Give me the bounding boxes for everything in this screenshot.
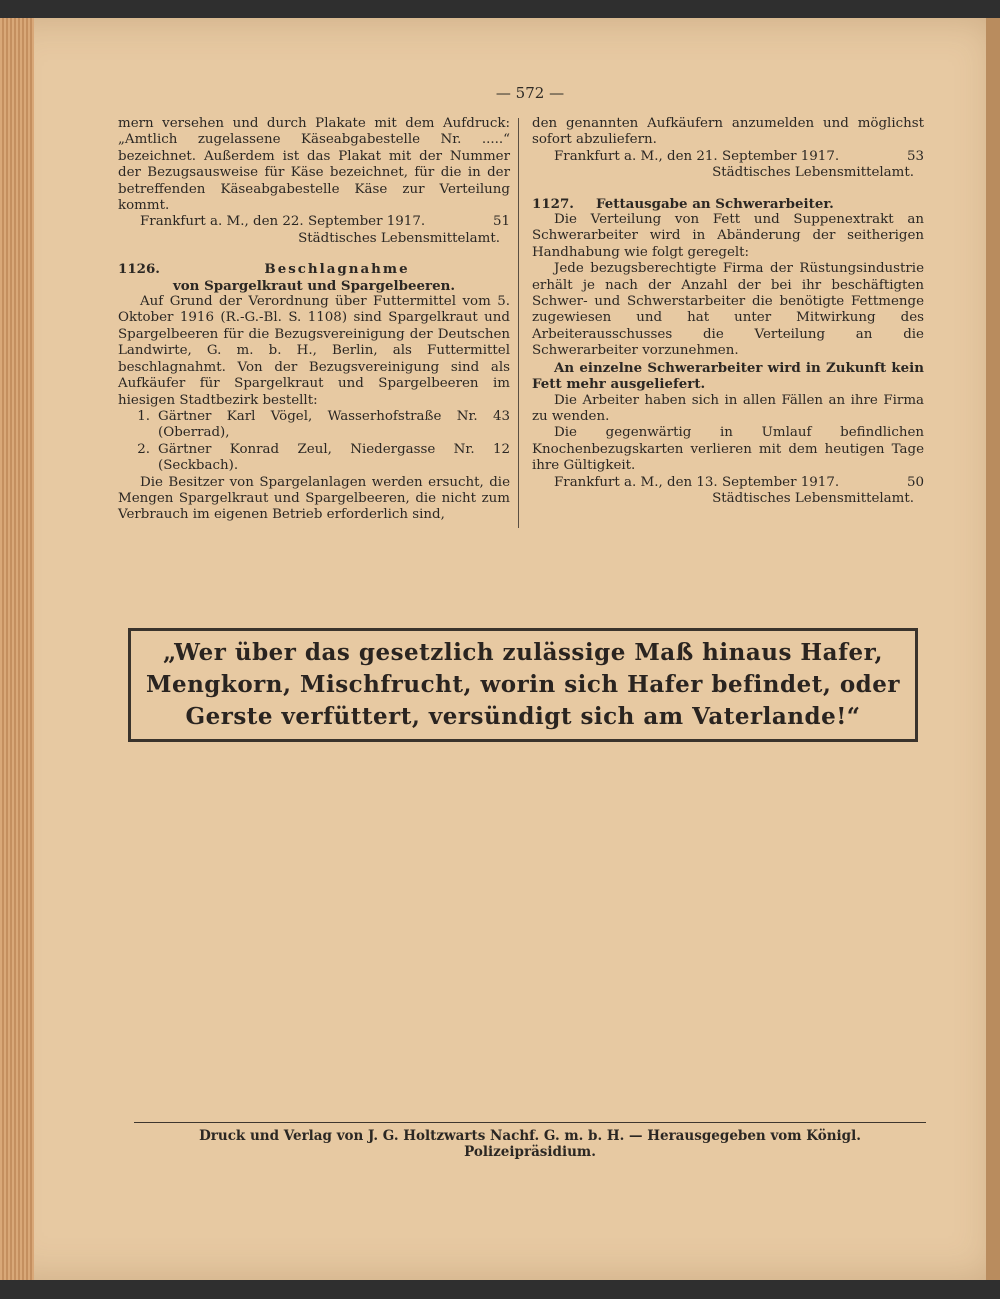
list-item-number: 2. (137, 441, 150, 457)
left-column (118, 116, 510, 524)
entry-1126-paragraph-1: Auf Grund der Verordnung über Futtermittel vom 5. Oktober 1916 (R.-G.-Bl. S. 1108) sind Spargelkraut und Spargelbeeren für die Bezugsvereinigung der Deutschen Landwirte, G. m. b. H., Berlin, als Futtermittel beschlagnahmt. Von der Bezugsvereinigung sind als Aufkäufer für Spargelkraut und Spargelbeeren im hiesigen Stadtbezirk bestellt: (118, 294, 510, 408)
column-divider (518, 118, 519, 528)
right-office: Städtisches Lebensmittelamt. (712, 165, 914, 181)
right-office-2: Städtisches Lebensmittelamt. (712, 490, 914, 506)
left-ref-number: 51 (492, 214, 510, 230)
entry-1127-paragraph-5: Die gegenwärtig in Umlauf befindlichen Knochenbezugskarten verlieren mit dem heutigen Tage ihre Gültigkeit. (532, 425, 924, 474)
entry-1127-header (532, 196, 924, 212)
entry-number: 1127. (532, 195, 574, 212)
list-item-number: 1. (137, 408, 150, 424)
entry-title: Beschlagnahme (264, 261, 410, 278)
left-date: Frankfurt a. M., den 22. September 1917. (140, 214, 426, 230)
slogan-line-2: Mengkorn, Mischfrucht, worin sich Hafer befindet, oder (145, 671, 901, 698)
page-right-edge (986, 18, 1000, 1280)
list-item-text: Gärtner Karl Vögel, Wasserhofstraße Nr. 43 (Oberrad), (158, 408, 510, 441)
right-date: Frankfurt a. M., den 21. September 1917. (554, 148, 840, 164)
slogan-text (146, 637, 900, 733)
list-item (118, 409, 510, 442)
footer-rule (134, 1122, 926, 1123)
entry-1127-paragraph-4: Die Arbeiter haben sich in allen Fällen an ihre Firma zu wenden. (532, 392, 924, 424)
book-page-edges (0, 18, 34, 1280)
right-column (532, 116, 924, 507)
list-item-text: Gärtner Konrad Zeul, Niedergasse Nr. 12 (Seckbach). (158, 441, 510, 474)
entry-1127-paragraph-1: Die Verteilung von Fett und Suppenextrakt an Schwerarbeiter wird in Abänderung der seitherigen Handhabung wie folgt geregelt: (532, 212, 924, 260)
right-ref-number: 53 (906, 148, 924, 164)
entry-1126-paragraph-2: Die Besitzer von Spargelanlagen werden ersucht, die Mengen Spargelkraut und Spargelbeeren, die nicht zum Verbrauch im eigenen Betrieb erforderlich sind, (118, 474, 510, 523)
slogan-line-3: Gerste verfüttert, versündigt sich am Vaterlande!“ (185, 703, 861, 730)
slogan-box (128, 628, 918, 742)
right-date-2: Frankfurt a. M., den 13. September 1917. (554, 474, 840, 490)
entry-title: Fettausgabe an Schwerarbeiter. (596, 195, 834, 212)
footer-imprint: Druck und Verlag von J. G. Holtzwarts Nachf. G. m. b. H. — Herausgegeben vom Königl. Polizeipräsidium. (199, 1128, 861, 1160)
left-signature-row (118, 214, 510, 230)
right-signature-row-2 (532, 475, 924, 491)
left-intro-paragraph: mern versehen und durch Plakate mit dem Aufdruck: „Amtlich zugelassene Käseabgabestelle Nr. .....“ bezeichnet. Außerdem ist das Plakat mit der Nummer der Bezugsausweise für Käse bezeichnet, für die in der betreffenden Käseabgabestelle Käse zur Verteilung kommt. (118, 116, 510, 214)
entry-number: 1126. (118, 261, 160, 278)
entry-1127-paragraph-3: An einzelne Schwerarbeiter wird in Zukunft kein Fett mehr ausgeliefert. (532, 359, 924, 393)
entry-subtitle: von Spargelkraut und Spargelbeeren. (172, 277, 456, 294)
entry-1127-paragraph-2: Jede bezugsberechtigte Firma der Rüstungsindustrie erhält je nach der Anzahl der bei ihr beschäftigten Schwer- und Schwerstarbeiter die benötigte Fettmenge zugewiesen und hat unter Mitwirkung des Arbeiterausschusses die Verteilung an die Schwerarbeiter vorzunehmen. (532, 261, 924, 359)
right-intro-paragraph: den genannten Aufkäufern anzumelden und möglichst sofort abzuliefern. (532, 116, 924, 148)
list-item (118, 442, 510, 475)
right-ref-number-2: 50 (906, 474, 924, 490)
slogan-line-1: „Wer über das gesetzlich zulässige Maß hinaus Hafer, (162, 639, 884, 666)
left-office: Städtisches Lebensmittelamt. (298, 230, 500, 246)
entry-1126-header (118, 261, 510, 277)
right-signature-row (532, 149, 924, 165)
page-number: — 572 — (495, 84, 565, 102)
